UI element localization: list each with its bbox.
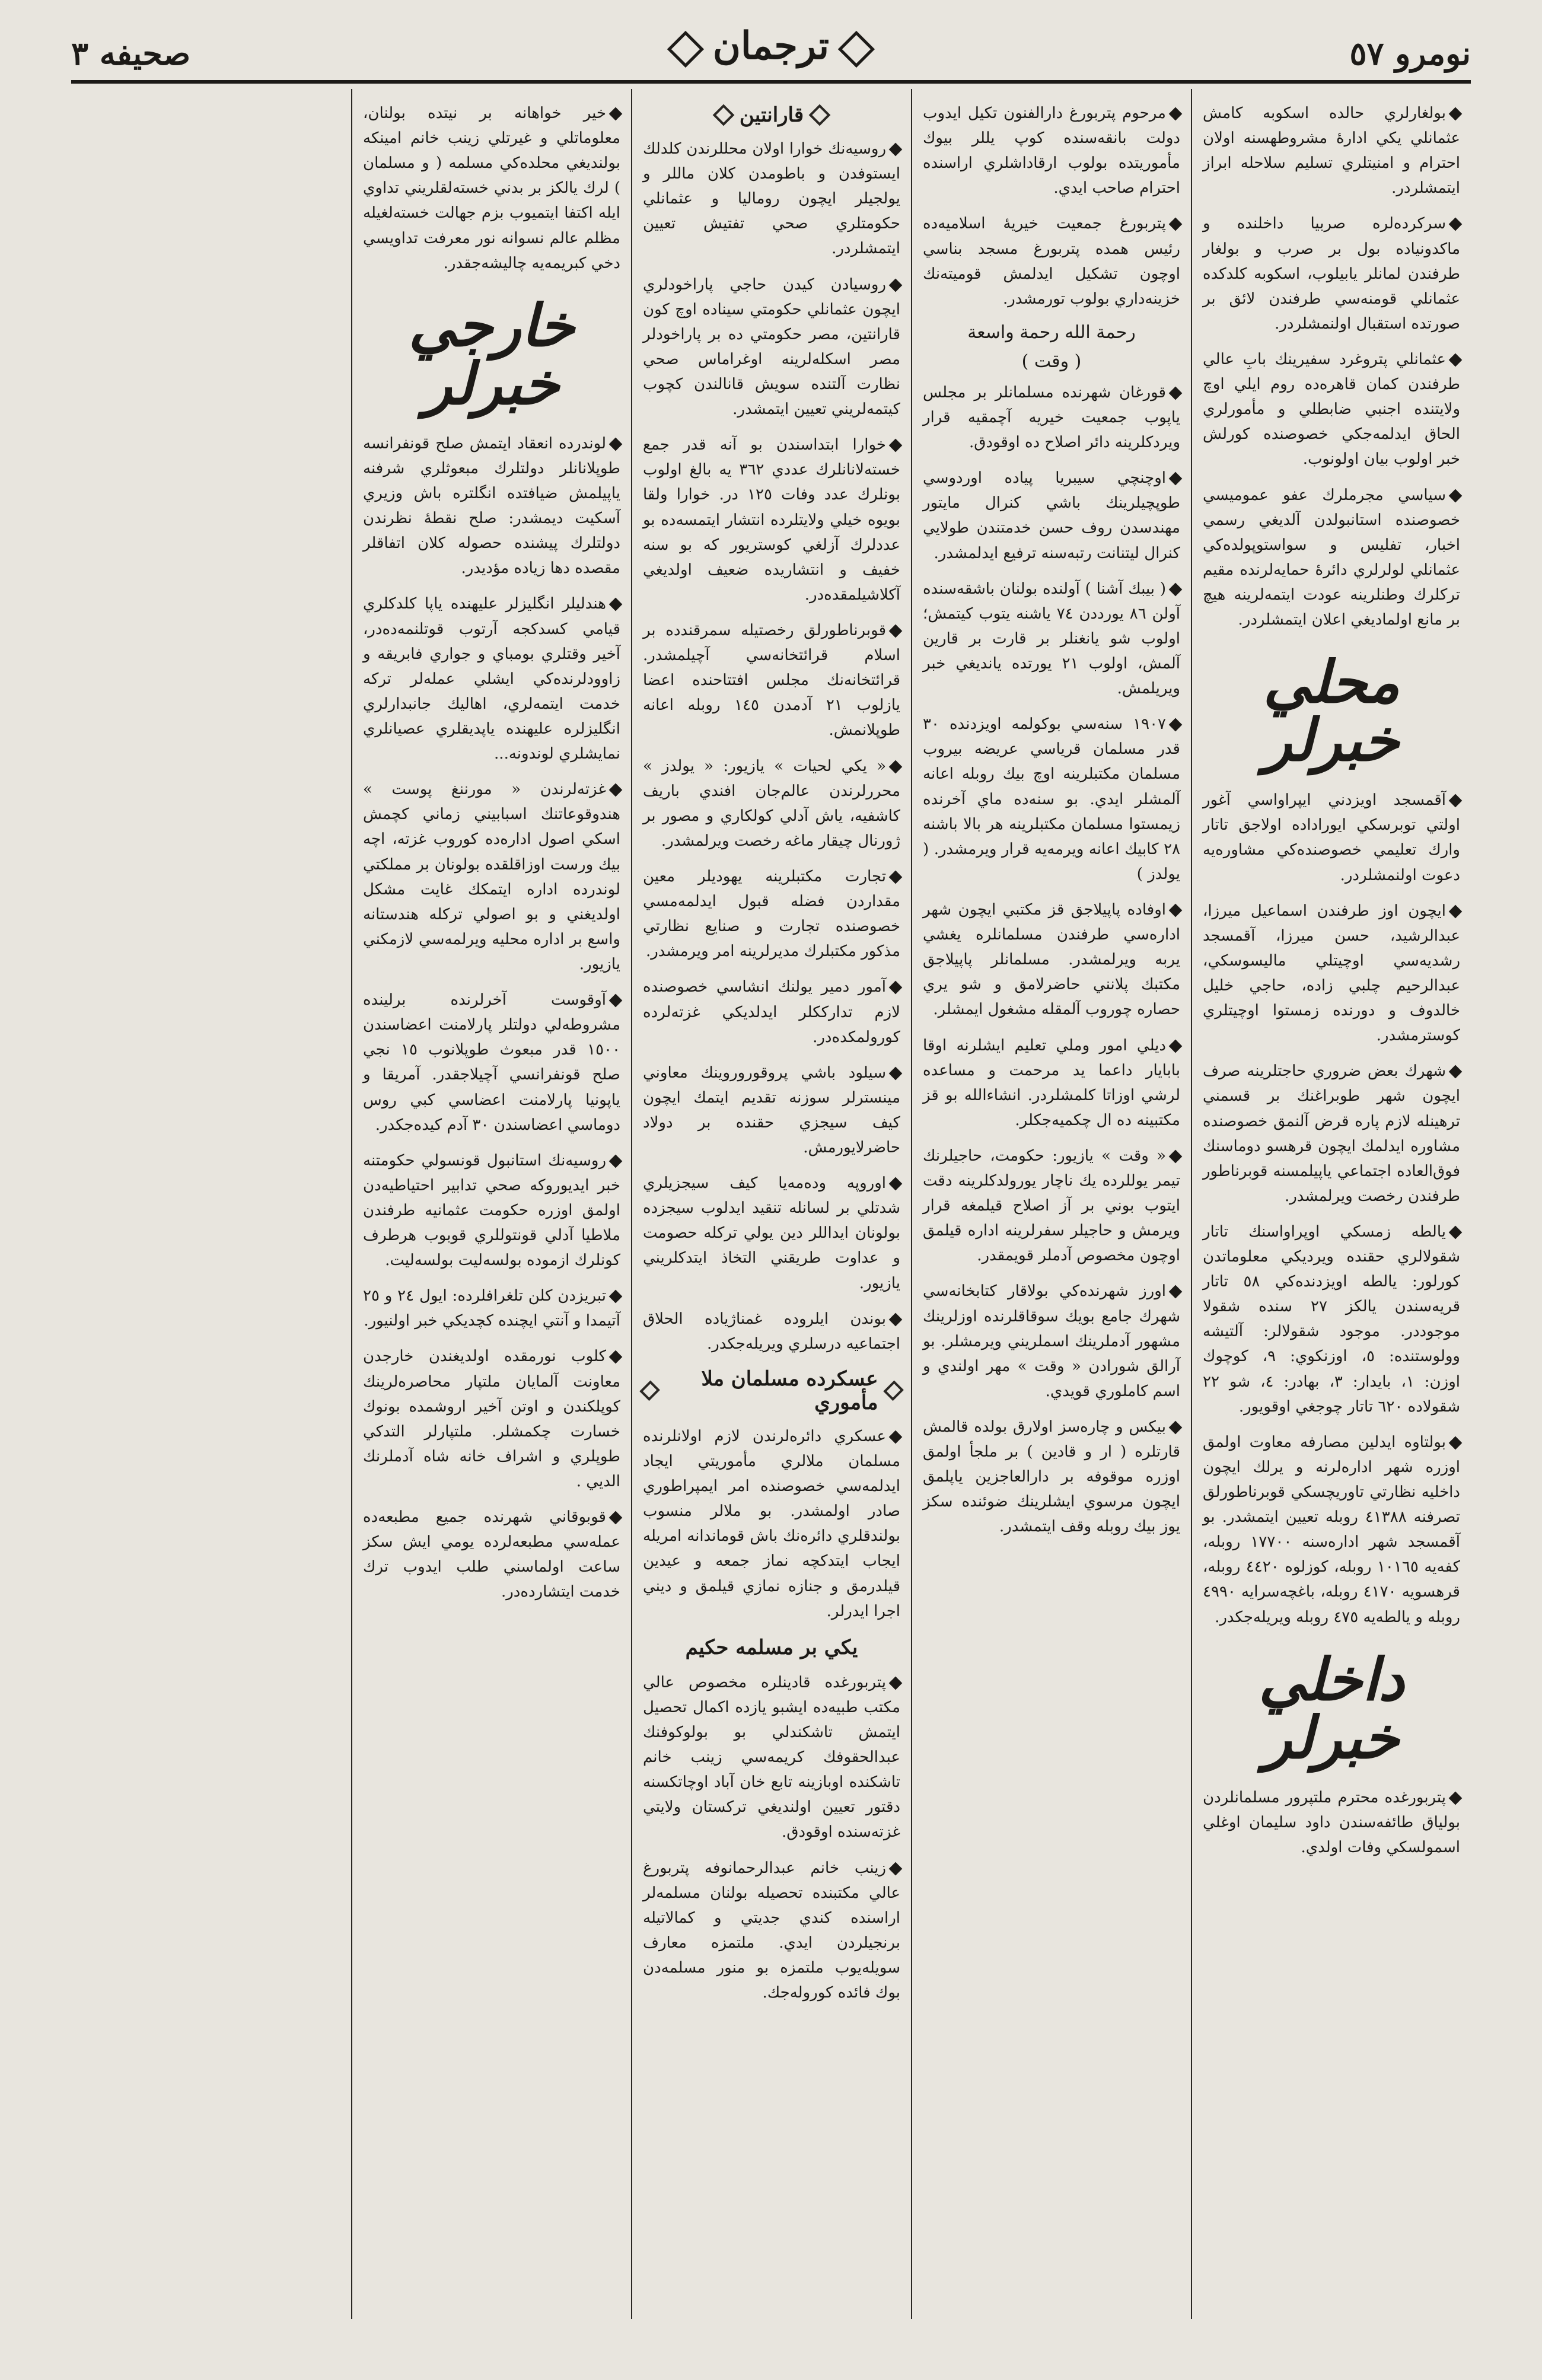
article-text: سيلود باشي پروقوروروينك معاوني مينسترلر سوزنه تقديم ايتمك ايچون كيف سيجزي حقنده بر دولاد حاضرلايورمش. [643,1063,900,1157]
article-text: بوندن ايلروده غمناژياده الحلاق اجتماعيه درسلري ويريله‌جكدر. [643,1310,900,1353]
bullet-icon [889,871,903,884]
article-text: بولغارلري حالده اسكوبه كامش عثمانلي يكي ادارهٔ مشروطهسنه اولان احترام و امنيتلري تسليم سلاحله ابراز ايتمشلردر. [1203,104,1460,197]
newspaper-title: ترجمان [658,24,884,68]
bullet-icon [1169,1421,1183,1435]
article-text: بيكس و چاره‌سز اولارق بولده قالمش قارتلره ( ار و قادين ) بر ملجأ اولمق اوزره موقوفه بر دارالعاجزين ياپلمق ايچون مرسوي ايشلرينك ضوئنده سكز يوز بيك روبله وقف ايتمشدر. [923,1418,1180,1536]
article-text: ١٩٠٧ سنه‌سي بوكولمه اويزدنده ٣٠ قدر مسلمان قرياسي عريضه بيروب مسلمان مكتبلرينه اوچ بيك روبله اعانه آلمشلر ايدي. بو سنه‌ده ماي آخرنده زيمستوا مسلمان مكتبلرينه هر بالا باشنه ٢٨ كابيك اعانه ويرمه‌يه قرار ويرمشدر. ( يولدز ) [923,715,1180,883]
article-paragraph [643,1424,900,1624]
bullet-icon [889,981,903,995]
bullet-icon [609,1511,623,1525]
article-paragraph [643,1670,900,1845]
article-paragraph [1203,1059,1460,1209]
article-text: غزته‌لرندن « مورننغ پوست » هندوقوعاتنك اسبابيني زماني كچمش اسكي اصول اداره‌ده كوروب غزته، اچه بيك ورست اوزاقلقده بولونان بر مملكتي لوندرده اداره ايتمكك غايت مشكل اولديغني و بو اصولي تركله هندستانه واسع بر اداره محليه ويرلمه‌سي لازمكني يازيور. [363,780,620,973]
article-text: آوقوست آخرلرنده برلينده مشروطه‌لي دولتلر پارلامنت اعضاسندن ١٥٠٠ قدر مبعوث طوپلانوب ١٥ نجي صلح قونفرانسي آچيلاجقدر. آمريقا و ياپونيا پارلامنت اعضاسي كبي روس دوماسي اعضاسندن ٣٠ آدم كيده‌جكدر. [363,991,620,1134]
article-text: روسيه‌نك استانبول قونسولي حكومتنه خبر ايديوروكه صحي تدابير احتياطيه‌دن اولمق اوزره حكومت عثمانيه طرفندن ملاطيا آدلي قونتوللري قوبوب هرطرف كونلرك ازموده بولسه‌ليت بولسه‌ليت. [363,1151,620,1270]
bullet-icon [609,1290,623,1304]
article-text: زينب خانم عبدالرحمانوفه پتربورغ عالي مكتبنده تحصيله بولنان مسلمه‌لر اراسنده كندي جديتي و كمالاتيله برنجيلردن ايدي. ملتمزه معارف سويله‌يوب ملتمزه بو منور مسلمه‌دن بوك فائده كوروله‌جك. [643,1859,900,2002]
bullet-icon [1169,904,1183,917]
article-paragraph [643,432,900,607]
article-text: عسكري دائره‌لرندن لازم اولانلرنده مسلمان ملالري مأموريتي ايجاد ايدلمه‌سي خصوصنده امر ايمپراطوري صادر اولمشدر. بو ملالر منسوب بولندقلري دائره‌نك باش قوماندانه امريله ايجاب ايتدكچه نماز جمعه و عيدين قيلدرمق و جنازه نمازي قيلمق و ديني اجرا ايدرلر. [643,1427,900,1620]
bullet-icon [1169,1150,1183,1164]
section-ornament [643,103,900,127]
masthead [71,24,1471,77]
article-paragraph [1203,788,1460,887]
article-paragraph [1203,347,1460,472]
article-text: خوارا ابتداسندن بو آنه قدر جمع خسته‌لانانلرك عددي ٣٦٢ يه بالغ اولوب بونلرك عدد وفات ١٢٥ در. خوارا ولقا بويوه خيلي ولايتلرده انتشار ايتمسه‌ده بو عددلرك آزلغي كوستريور كه بو سنه خفيف و انتشاريده ضعيف اولديغي آكلاشيلمقده‌در. [643,436,901,604]
bullet-icon [1449,794,1463,808]
article-paragraph [643,272,900,422]
bullet-icon [1169,1285,1183,1299]
ornament-diamond-icon [883,1380,904,1401]
bullet-icon [889,625,903,638]
bullet-icon [609,1154,623,1168]
article-text: قوبرناطورلق رخصتيله سمرقندده بر اسلام قرائتخانه‌سي آچيلمشدر. قرائتخانه‌نك مجلس افتتاحنده اعضا يازلوب ٢١ آدمدن ١٤٥ روبله اعانه طوپلانمش. [643,621,901,740]
article-paragraph [643,1307,900,1356]
column-3 [631,89,911,2319]
article-text: آقمسجد اويزدني ايپراواسي آغور اولتي توبرسكي ايوراداده اولاجق تاتار وارك تعليمي خصوصنده‌كي مشاوره‌يه دعوت اولنمشلردر. [1203,791,1460,884]
bullet-icon [609,994,623,1008]
article-paragraph [363,1148,620,1273]
article-paragraph [363,1283,620,1333]
article-text: ( بيبك آشنا ) آولنده بولنان باشقه‌سنده آولن ٨٦ يورددن ٧٤ ياشنه يتوب كيتمش؛ اولوب شو يانغنلر بر قارت بر قارين آلمش، اولوب ٢١ يورتده يانديغي خبر ويريلمش. [923,579,1181,698]
article-paragraph [1203,1219,1460,1419]
bullet-icon [889,1862,903,1875]
bullet-icon [1169,387,1183,400]
ornament-diamond-icon [639,1380,660,1401]
bullet-icon [889,439,903,453]
article-text: قورغان شهرنده مسلمانلر بر مجلس ياپوب جمعيت خيريه آچمقيه قرار ويردكلرينه دائر اصلاح ده اوقودق. [923,383,1180,452]
ornament-label: قارانتين [739,103,804,127]
bullet-icon [1449,489,1463,502]
article-paragraph [363,101,620,276]
column-2 [911,89,1191,2319]
article-paragraph [1203,483,1460,633]
article-paragraph [923,466,1180,565]
centered-line: رحمة الله رحمة واسعة [967,321,1136,343]
masthead-rule [71,80,1471,84]
article-paragraph [923,576,1180,702]
bullet-icon [1169,1039,1183,1053]
article-text: كلوب نورمقده اولديغندن خارجدن معاونت آلمايان ملتپار محاصره‌لرينك كوپلكندن و اوتن آخير اروشمده بونوك خسارت چكمشلر. ملتپارلر التدكي طوپلري و اشراف خانه شاه آدملرنك الديي . [363,1347,620,1491]
article-text: « وقت » يازيور: حكومت، حاجيلرنك تيمر يوللرده يك ناچار يورولدكلرينه دقت ايتوب بوني بر آز اصلاح قيلمغه قرار ويرمش و حاجيلر سفرلرينه اداره قيلمق اوچون مخصوص آدملر قويمقدر. [923,1146,1180,1265]
article-text: روسيادن كيدن حاجي پاراخودلري ايچون عثمانلي حكومتي سيناده اوچ كون قارانتين، مصر حكومتي ده بر پاراخودلر مصر اسكله‌لرينه اوغراماس صحي نظارت آلتنده سويش قانالندن كچوب كيتمه‌لريني تعيين ايتمشدر. [643,275,900,419]
bullet-icon [889,1066,903,1080]
bullet-icon [889,760,903,773]
bullet-icon [889,278,903,292]
article-text: ديلي امور وملي تعليم ايشلرنه اوقا بابايار داعما يد مرحمت و مساعده لرشي اوزاتا كلمشلردر. انشاءالله بو قز مكتبينه ده ال چكميه‌جكلر. [923,1036,1180,1129]
article-paragraph [923,1414,1180,1540]
article-text: « يكي لحيات » يازيور: « يولدز » محررلرندن عالم‌جان افندي باريف كاشفيه، ياش آدلي كولكاري و مصور بر ژورنال چيقار ماغه رخصت ويرلمشدر. [643,757,900,850]
article-paragraph [643,1060,900,1160]
section-title: داخلي خبرلر [1259,1645,1404,1772]
article-text: قوبوقاني شهرنده جميع مطبعه‌ده عمله‌سي مطبعه‌لرده يومي ايش سكز ساعت اولماسني طلب ايدوب ترك خدمت ايتشارده‌در. [363,1508,620,1601]
article-text: تبريزدن كلن تلغرافلرده: ايول ٢٤ و ٢٥ آتيمدا و آنتي ايچنده كچديكي خبر اولنيور. [363,1287,620,1330]
bullet-icon [1169,107,1183,121]
article-text: روسيه‌نك خوارا اولان محللرندن كلدلك ايستوفدن و باطومدن كلان ماللر و يولجيلر ايچون روماليا و عثمانلي حكومتلري صحي تفتيش تعيين ايتمشلردر. [643,140,900,258]
article-text: شهرك بعض ضروري حاجتلرينه صرف ايچون شهر طوبراغنك بر قسمني ترهينله لازم پاره قرض آلنمق خصوصنده مشاوره ايدلمك ايچون قرهسو دوماسنك فوق‌العاده اجتماعي ياپيلمسنه قوبرناطور طرفندن رخصت ويرلمشدر. [1203,1062,1460,1205]
section-title: خارجي خبرلر [408,291,575,418]
article-paragraph [643,1171,900,1296]
article-text: لوندرده انعقاد ايتمش صلح قونفرانسه طوپلانانلر دولتلرك مبعوثلري شرفنه ياپيلمش ضيافتده انگلتره باش وزيري آسكيت ديمشدر: صلح نقطهٔ نظرندن دولتلرك پيشنده حصوله كلان اتفاقلر مقصده دها زياده مؤديدر. [363,434,620,578]
article-paragraph [923,897,1180,1022]
article-text: بولتاوه ايدلين مصارفه معاوت اولمق اوزره شهر اداره‌لرنه و يرلك ايچون داخليه نظارتي تاوريچسكي قوبرناطورلق تصرفنه ٤١٣٨٨ روبله تعيين ايتمشدر. بو آقمسجد شهر اداره‌سنه ١٧٧٠٠ روبله، كفه‌يه ١٠١٦٥ روبله، كوزلوه ٤٤٢٠ روبله، قرهسويه ٤١٧٠ روبله، باغچه‌سرايه ٤٩٩٠ روبله و يالطه‌يه ٤٧٥ روبله ويريله‌جكدر. [1203,1433,1460,1626]
article-text: اوچنچي سيبريا پياده اوردوسي طوپچيلرينك باشي كنرال مايتور مهندسدن روف حسن خدمتندن طولايي كنرال ليتنانت رتبه‌سنه ترفيع ايدلمشدر. [923,469,1180,562]
section-ornament [643,1367,900,1414]
bullet-icon [1449,1226,1463,1240]
article-paragraph [363,987,620,1138]
bullet-icon [889,1430,903,1444]
article-text: اورز شهرنده‌كي بولاقار كتابخانه‌سي شهرك جامع بويك سوقاقلرنده اوزلرينك مشهور آدملرينك اسملريني ويرمشلر. بو آرالق شورادن « وقت » مهر اولندي و اسم كاملوري قويدي. [923,1282,1180,1400]
bullet-icon [1169,472,1183,486]
ornament-diamond-icon [809,104,831,126]
section-title: محلي خبرلر [1263,648,1400,775]
article-paragraph [363,431,620,581]
article-paragraph [1203,1785,1460,1860]
article-paragraph [923,380,1180,455]
article-text: مرحوم پتربورغ دارالفنون تكيل ايدوب دولت بانقه‌سنده كوپ يللر بيوك مأموريتده بولوب ارقاداشلري اراسنده احترام صاحب ايدي. [923,104,1180,197]
article-text: تجارت مكتبلرينه يهوديلر معين مقداردن فضله قبول ايدلمه‌مسي خصوصنده تجارت و صنايع نظارتي مذكور مكتبلرك مديرلرينه امر ويرمشدر. [643,867,900,961]
article-text: يالطه زمسكي اوپراواسنك تاتار شقولالري حقنده ويرديكي معلوماتدن كورلور: يالطه اويزدنده‌كي ٥٨ تاتار قريه‌سندن يالكز ٢٧ سنده شقولا موجوددر. موجود شقولالر: آلتيشه وولوستنده: ٥، اوزنكوي: ٩، كوچوك اوزن: ١، بايدار: ٣، بهادر: ٤، شو ٢٢ شقولاده ٦٢٠ تاتار چوجغي اوقويور. [1203,1222,1460,1416]
bullet-icon [889,143,903,157]
article-paragraph [363,777,620,977]
article-columns [71,89,1471,2319]
article-text: پتربورغ جمعيت خيريهٔ اسلاميه‌ده رئيس همده پتربورغ مسجد بناسي اوچون تشكيل ايدلمش قوميته‌نك خزينه‌داري بولوب تورمشدر. [923,215,1180,308]
article-paragraph [643,974,900,1049]
bullet-icon [609,598,623,611]
article-paragraph [923,1279,1180,1404]
article-paragraph [1203,1430,1460,1630]
bullet-icon [1449,218,1463,231]
article-text: سركرده‌لره صربيا داخلنده و ماكدونياده بول بر صرب و بولغار طرفندن لمانلر يابيلوب، اسكوبه كلدكده عثمانلي قومنه‌سي طرفندن لائق بر صورتده استقبال اولنمشلردر. [1203,215,1460,333]
article-paragraph [923,1033,1180,1133]
article-paragraph [1203,899,1460,1049]
article-text: هندليلر انگليزلر عليهنده ياپا كلدكلري قيامي كسدكجه آرتوب قوتلنمه‌ده‌در، آخير وقتلري بومباي و جواري فابريقه و زاوودلرنده‌كي ايشلي عمله‌لر تركه خدمت ايتمه‌لري، اهاليك جانبدارلري انگليزلره عليهنده ياپديقلري عصيانلري نمايشلري لوندونه... [363,595,620,763]
article-paragraph [363,591,620,766]
bullet-icon [609,1350,623,1364]
ornament-label: عسكرده مسلمان ملا مأموري [701,1366,878,1414]
bullet-icon [1449,1791,1463,1805]
bullet-icon [1449,904,1463,918]
bullet-icon [889,1177,903,1191]
article-paragraph [643,1856,900,2006]
article-paragraph [923,712,1180,887]
bullet-icon [1169,718,1183,732]
bullet-icon [1449,353,1463,367]
article-paragraph [643,754,900,853]
article-paragraph [923,101,1180,200]
article-text: اوروپه وده‌مه‌يا كيف سيجزيلري شدتلي بر لسانله تنقيد ايدلوب سيجزده بولونان ايداللر دين يولي تركله حصومت و عداوت طريقني التخاذ ايتدكلريني يازيور. [643,1174,900,1292]
article-paragraph [643,618,900,743]
article-text: خير خواهانه بر نيتده بولنان، معلوماتلي و غيرتلي زينب خانم امينكه بولنديغي محلده‌كي مسلمه ( و مسلمان ) لرك يالكز بر بدني خسته‌لقلريني تداوي ايله اكتفا ايتميوب بزم جهالت خسته‌لغيله مظلم عالم نسوانه نور معرفت تداويسي دخي كبريمه‌يه چاليشه‌جقدر. [363,104,620,272]
column-1 [1191,89,1471,2319]
page-number: صحيفه ٣ [71,34,191,72]
subhead: يكي بر مسلمه حكيم [685,1635,858,1659]
article-text: عثمانلي پتروغرد سفيرينك بابِ عالي طرفندن كمان قاهره‌ده روم ايلي اوچ ولايتنده اجنبي ضابطلي و مأمورلري الحاق ايدلمه‌جكي خصوصنده كورلش خبر اولوب بيان اولونوب. [1203,350,1460,469]
article-paragraph [1203,101,1460,200]
bullet-icon [609,437,623,451]
bullet-icon [1449,1436,1463,1449]
article-paragraph [363,1344,620,1494]
bullet-icon [1449,1065,1463,1079]
article-paragraph [1203,211,1460,336]
bullet-icon [1449,107,1463,121]
article-text: آمور دمير يولنك انشاسي خصوصنده لازم تدارككلر ايدلديكي غزته‌لرده كورولمكده‌در. [643,978,900,1046]
article-paragraph [363,1505,620,1604]
article-text: سياسي مجرملرك عفو عموميسي خصوصنده استانبولدن آلديغي رسمي اخبار، تفليس و سواستوپولده‌كي عثمانلي لولرلري دائرهٔ حمايه‌لرنده مقيم تركلرك وطنلرينه عودت ايتمه‌لرينه هيچ بر مانع اولماديغي اعلان ايتمشلردر. [1203,486,1460,629]
article-text: ايچون اوز طرفندن اسماعيل ميرزا، عبدالرشيد، حسن ميرزا، آقمسجد رشديه‌سي اوچيتلي ماليسوسكي، عبدالرحيم چلبي زاده، حاجي خليل خالدوف و دورنده زمستوا اوچيتلري كوسترمشدر. [1203,901,1460,1045]
article-paragraph [923,1143,1180,1269]
article-text: پتربورغده قادينلره مخصوص عالي مكتب طبيه‌ده ايشبو يازده اكمال تحصيل ايتمش تاشكندلي بو بولوكوفنك عبدالحقوفك كريمه‌سي زينب خانم تاشكنده اوبازينه تابع خان آباد اوچاتكسنه دقتور تعيين اولنديغي تركستان ولايتي غزته‌سنده اوقودق. [643,1673,900,1841]
bullet-icon [1169,582,1183,596]
column-5 [71,89,351,2319]
bullet-icon [609,783,623,797]
bullet-icon [609,107,623,121]
article-paragraph [923,211,1180,311]
bullet-icon [889,1312,903,1326]
bullet-icon [1169,218,1183,231]
article-paragraph [643,864,900,964]
article-paragraph [643,136,900,262]
ornament-diamond-icon [712,104,734,126]
article-text: پتربورغده محترم ملتپرور مسلمانلردن بولياق طائفه‌سندن داود سليمان اوغلي اسمولسكي وفات اولدي. [1203,1788,1460,1856]
bullet-icon [889,1676,903,1690]
centered-line: ( وقت ) [1021,351,1082,372]
article-text: اوفاده پاپيلاجق قز مكتبي ايچون شهر اداره‌سي طرفندن مسلمانلره يغشي يربه ويرلمشدر. مسلمانلر پاپيلاجق مكتبك پلانني حاضرلامق و شو يري حصاره چوروب آلمقله مشغول ايمشلر. [923,900,1180,1019]
column-4 [351,89,631,2319]
issue-number: نومرو ٥٧ [1349,34,1471,72]
